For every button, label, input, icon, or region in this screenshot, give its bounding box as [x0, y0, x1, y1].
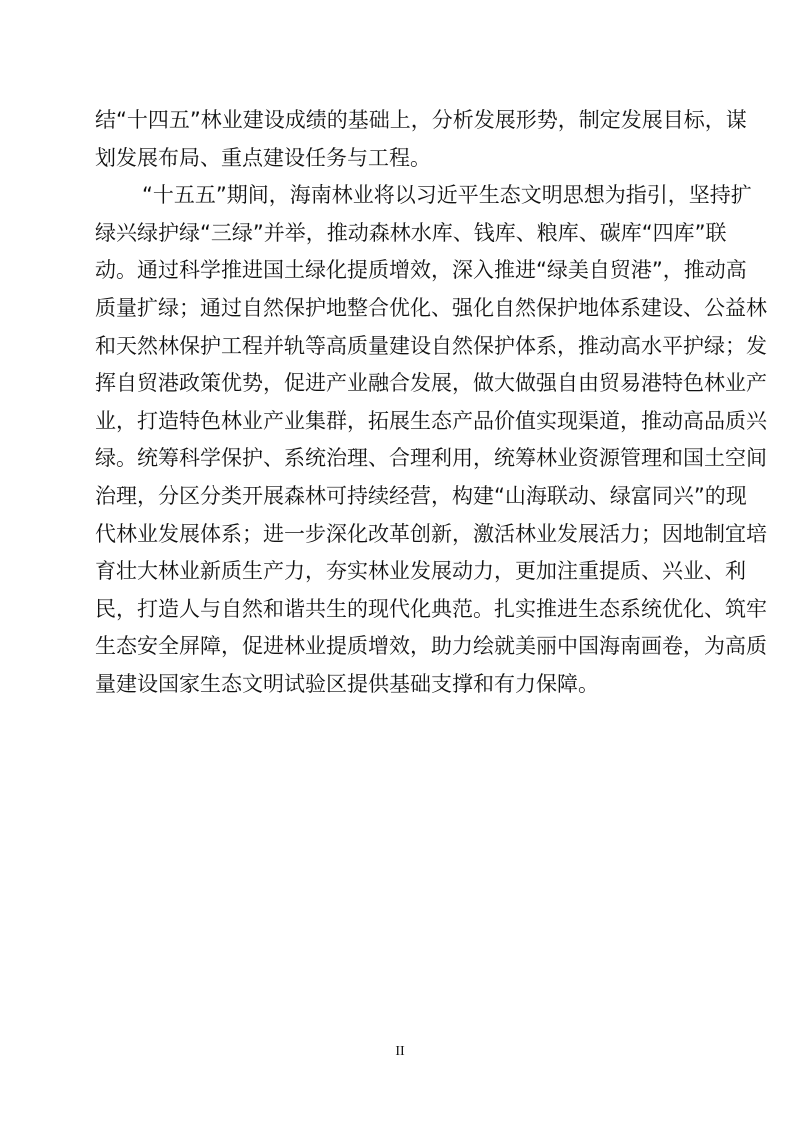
- text-line: 和天然林保护工程并轨等高质量建设自然保护体系，推动高水平护绿；发: [95, 333, 767, 358]
- text-line: 代林业发展体系；进一步深化改革创新，激活林业发展活力；因地制宜培: [95, 521, 767, 546]
- text-line: 量建设国家生态文明试验区提供基础支撑和有力保障。: [95, 671, 599, 696]
- paragraph: [95, 105, 747, 180]
- text-line: 绿。统筹科学保护、系统治理、合理利用，统筹林业资源管理和国土空间: [95, 446, 767, 471]
- text-line: 动。通过科学推进国土绿化提质增效，深入推进“绿美自贸港”，推动高: [95, 258, 747, 283]
- text-line: 生态安全屏障，促进林业提质增效，助力绘就美丽中国海南画卷，为高质: [95, 634, 767, 659]
- text-line: 质量扩绿；通过自然保护地整合优化、强化自然保护地体系建设、公益林: [95, 295, 767, 320]
- text-line: 结“十四五”林业建设成绩的基础上，分析发展形势，制定发展目标，谋: [95, 108, 747, 132]
- text-line: “十五五”期间，海南林业将以习近平生态文明思想为指引，坚持扩: [142, 183, 752, 208]
- text-line: 业，打造特色林业产业集群，拓展生态产品价值实现渠道，推动高品质兴: [95, 408, 767, 433]
- text-line: 挥自贸港政策优势，促进产业融合发展，做大做强自由贸易港特色林业产: [95, 371, 767, 396]
- text-line: 划发展布局、重点建设任务与工程。: [95, 145, 431, 170]
- paragraph: [95, 180, 767, 706]
- text-line: 民，打造人与自然和谐共生的现代化典范。扎实推进生态系统优化、筑牢: [95, 596, 767, 621]
- text-line: 育壮大林业新质生产力，夯实林业发展动力，更加注重提质、兴业、利: [95, 559, 746, 584]
- text-line: 治理，分区分类开展森林可持续经营，构建“山海联动、绿富同兴”的现: [95, 483, 747, 508]
- document-body: [95, 105, 767, 707]
- text-line: 绿兴绿护绿“三绿”并举，推动森林水库、钱库、粮库、碳库“四库”联: [95, 220, 727, 245]
- page-number: II: [395, 1044, 405, 1059]
